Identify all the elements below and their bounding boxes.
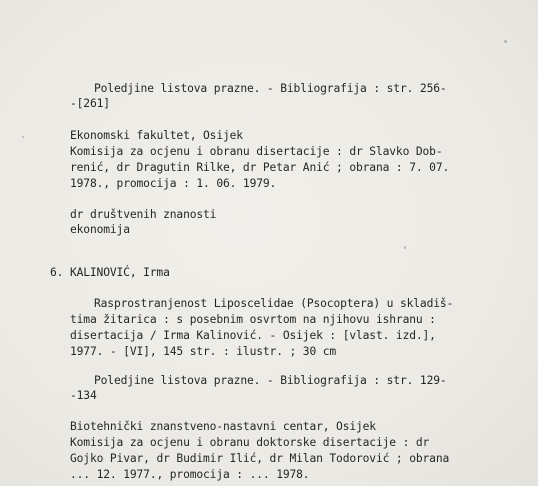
record-6-note: Poledjine listova prazne. - Bibliografija : str. 129- bbox=[94, 374, 447, 387]
record-6-title-line-1: Rasprostranjenost Liposcelidae (Psocoptera) u skladiš- bbox=[94, 297, 454, 310]
record-5-discipline: ekonomija bbox=[70, 223, 130, 236]
scan-speck bbox=[404, 246, 406, 249]
record-6-commission-line-1: Komisija za ocjenu i obranu doktorske disertacije : dr bbox=[70, 436, 430, 449]
record-6-title-line-4: 1977. - [VI], 145 str. : ilustr. ; 30 cm bbox=[70, 345, 337, 358]
record-5-commission-line-3: 1978., promocija : 1. 06. 1979. bbox=[70, 177, 277, 190]
record-5-field: dr društvenih znanosti bbox=[70, 208, 217, 221]
scan-speck bbox=[22, 136, 24, 138]
record-6-title-line-2: tima žitarica : s posebnim osvrtom na njihovu ishranu : bbox=[70, 313, 436, 326]
record-6-title-line-3: disertacija / Irma Kalinović. - Osijek : [vlast. izd.], bbox=[70, 329, 436, 342]
scan-speck bbox=[504, 40, 507, 43]
record-5-note: Poledjine listova prazne. - Bibliografija : str. 256- bbox=[94, 82, 447, 95]
record-6-heading: 6. KALINOVIĆ, Irma bbox=[50, 266, 170, 279]
record-5-institution: Ekonomski fakultet, Osijek bbox=[70, 129, 243, 142]
record-6-note-continuation: -134 bbox=[70, 389, 97, 402]
record-6-institution: Biotehnički znanstveno-nastavni centar, Osijek bbox=[70, 420, 376, 433]
record-5-note-continuation: -[261] bbox=[70, 97, 110, 110]
record-5-commission-line-2: renić, dr Dragutin Rilke, dr Petar Anić ; obrana : 7. 07. bbox=[70, 161, 450, 174]
record-6-commission-line-3: ... 12. 1977., promocija : ... 1978. bbox=[70, 468, 310, 481]
record-5-commission-line-1: Komisija za ocjenu i obranu disertacije : dr Slavko Dob- bbox=[70, 145, 443, 158]
record-6-commission-line-2: Gojko Pivar, dr Budimir Ilić, dr Milan Todorović ; obrana bbox=[70, 452, 450, 465]
